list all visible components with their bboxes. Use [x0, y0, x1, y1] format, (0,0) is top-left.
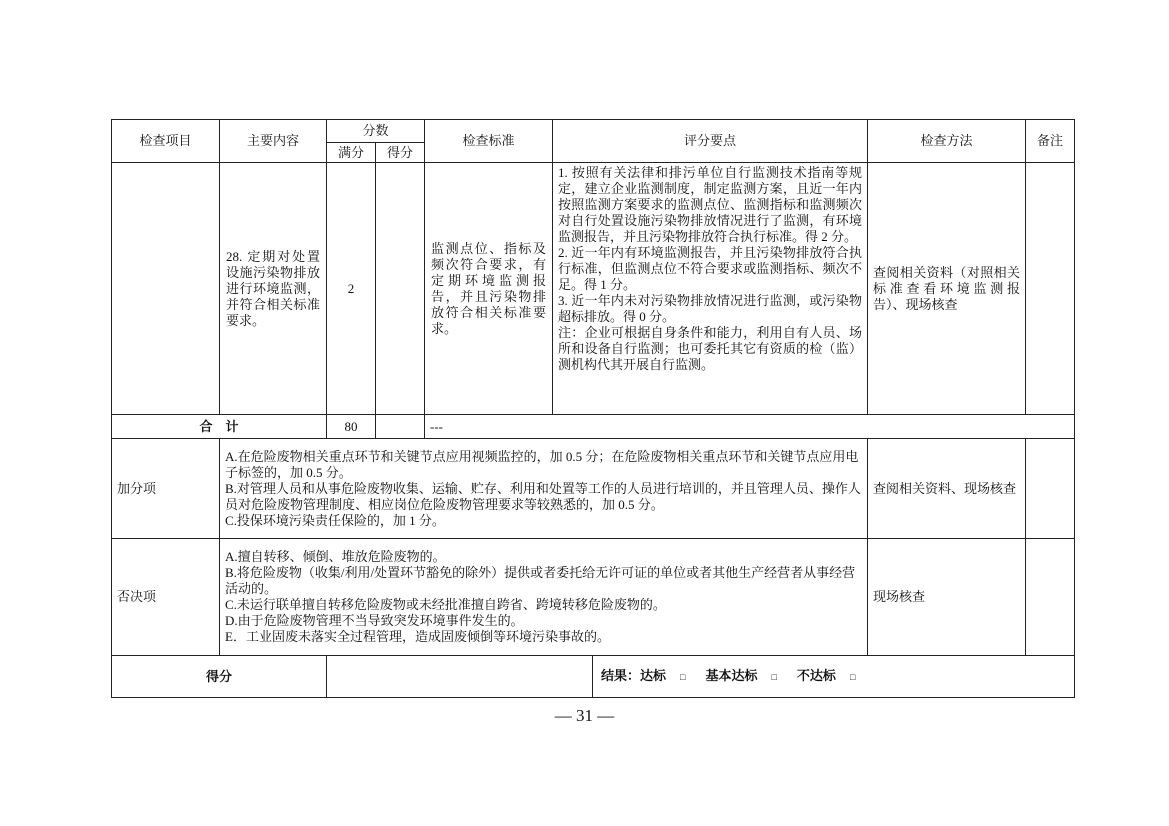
score-value[interactable] — [327, 656, 593, 698]
veto-item: E．工业固废未落实全过程管理，造成固废倾倒等环境污染事故的。 — [225, 629, 610, 644]
bonus-note — [1026, 439, 1075, 539]
veto-items — [220, 539, 868, 656]
row28-note — [1026, 163, 1075, 415]
total-standard: --- — [425, 415, 1075, 439]
item-cell — [112, 163, 220, 415]
basic-checkbox[interactable]: □ — [771, 672, 777, 682]
veto-item: B.将危险废物（收集/利用/处置环节豁免的除外）提供或者委托给无许可证的单位或者其他生产经营者从事经营活动的。 — [225, 565, 856, 596]
point: 3. 近一年内未对污染物排放情况进行监测，或污染物超标排放。得 0 分。 — [558, 293, 863, 324]
fail-checkbox[interactable]: □ — [849, 672, 856, 682]
bonus-items — [220, 439, 868, 539]
header-standard: 检查标准 — [425, 120, 553, 163]
header-content: 主要内容 — [220, 120, 327, 163]
inspection-table — [111, 119, 1075, 698]
bonus-item: C.投保环境污染责任保险的，加 1 分。 — [225, 512, 445, 528]
row28-full: 2 — [327, 163, 376, 415]
page-number: — 31 — — [554, 706, 615, 725]
veto-note — [1026, 539, 1075, 656]
row28-content: 28. 定期对处置设施污染物排放进行环境监测，并符合相关标准要求。 — [220, 163, 327, 415]
header-got: 得分 — [376, 143, 425, 163]
point: 注：企业可根据自身条件和能力，利用自有人员、场所和设备自行监测；也可委托其它有资质的检（监）测机构代其开展自行监测。 — [558, 325, 863, 372]
header-item: 检查项目 — [112, 120, 220, 163]
row28-points — [553, 163, 868, 415]
bonus-item: B.对管理人员和从事危险废物收集、运输、贮存、利用和处置等工作的人员进行培训的，并且管理人员、操作人员对危险废物管理制度、相应岗位危险废物管理要求等较熟悉的，加 0.5 分。 — [225, 480, 861, 512]
total-full: 80 — [327, 415, 376, 439]
result-pass-label: 结果：达标 — [601, 668, 667, 683]
pass-checkbox[interactable]: □ — [680, 672, 686, 682]
row28-standard: 监测点位、指标及频次符合要求，有定期环境监测报告，并且污染物排放符合相关标准要求。 — [425, 163, 553, 415]
veto-item: C.未运行联单擅自转移危险废物或未经批准擅自跨省、跨境转移危险废物的。 — [225, 597, 666, 612]
header-method: 检查方法 — [868, 120, 1026, 163]
bonus-label: 加分项 — [112, 439, 220, 539]
bonus-item: A.在危险废物相关重点环节和关键节点应用视频监控的，加 0.5 分；在危险废物相关重点环节和关键节点应用电子标签的，加 0.5 分。 — [225, 448, 859, 480]
score-label: 得分 — [112, 656, 327, 698]
result-options — [593, 656, 1075, 698]
header-full: 满分 — [327, 143, 376, 163]
veto-item: D.由于危险废物管理不当导致突发环境事件发生的。 — [225, 613, 524, 628]
header-note: 备注 — [1026, 120, 1075, 163]
total-label: 合 计 — [112, 415, 327, 439]
result-basic-label: 基本达标 — [705, 668, 758, 683]
header-points: 评分要点 — [553, 120, 868, 163]
header-score: 分数 — [327, 120, 425, 143]
veto-label: 否决项 — [112, 539, 220, 656]
total-got[interactable] — [376, 415, 425, 439]
veto-item: A.擅自转移、倾倒、堆放危险废物的。 — [225, 549, 446, 564]
point: 1. 按照有关法律和排污单位自行监测技术指南等规定，建立企业监测制度，制定监测方案，且近一年内按照监测方案要求的监测点位、监测指标和监测频次对自行处置设施污染物排放情况进行了监测，有环境监测报告，并且污染物排放符合执行标准。得 2 分。 — [558, 165, 863, 244]
row28-method: 查阅相关资料（对照相关标准查看环境监测报告）、现场核查 — [868, 163, 1026, 415]
point: 2. 近一年内有环境监测报告，并且污染物排放符合执行标准，但监测点位不符合要求或监测指标、频次不足。得 1 分。 — [558, 245, 863, 292]
bonus-method: 查阅相关资料、现场核查 — [868, 439, 1026, 539]
result-fail-label: 不达标 — [796, 668, 836, 683]
row28-got[interactable] — [376, 163, 425, 415]
veto-method: 现场核查 — [868, 539, 1026, 656]
